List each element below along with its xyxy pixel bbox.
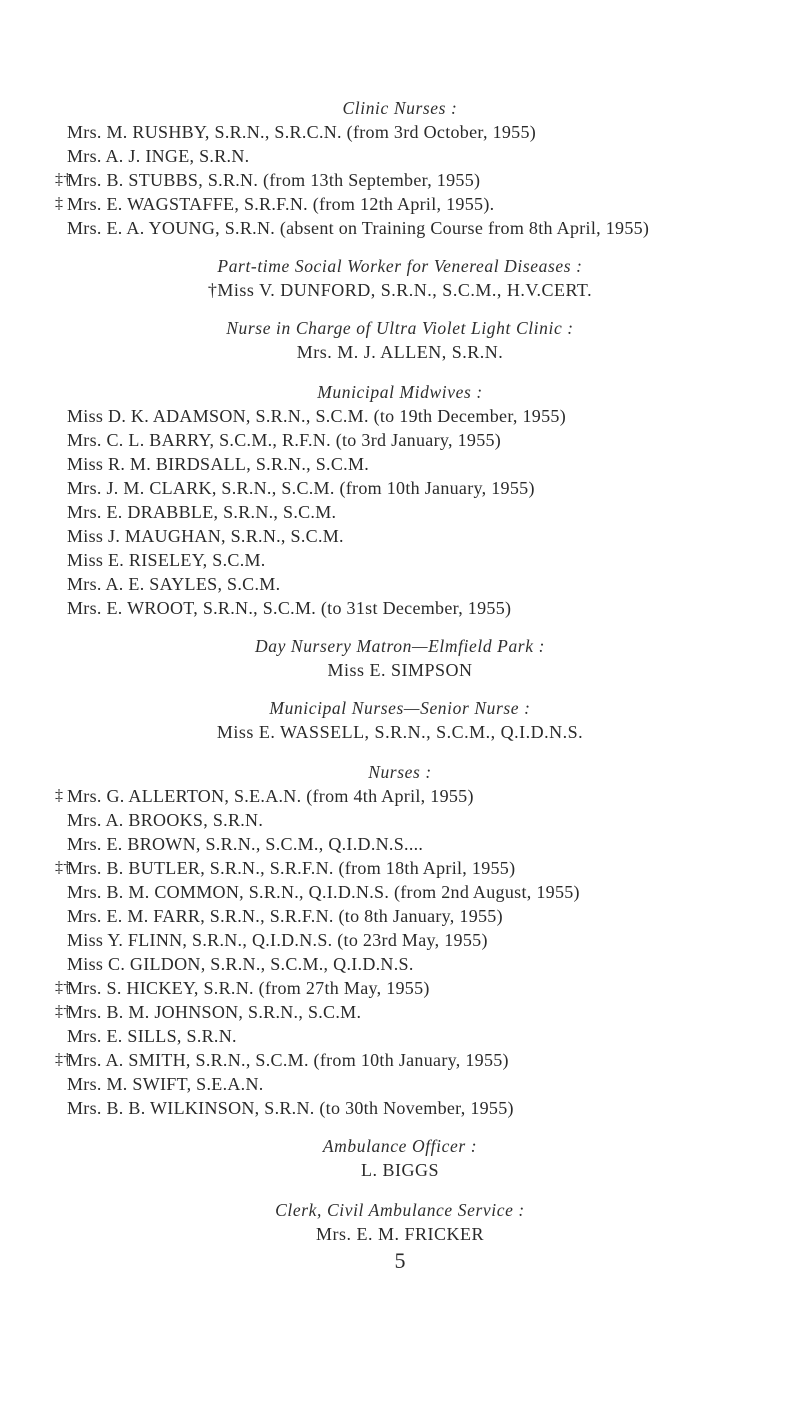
entry-text: Mrs. E. BROWN, S.R.N., S.C.M., Q.I.D.N.S....: [67, 834, 424, 854]
list-item: [0, 1002, 800, 1026]
list-item: [0, 122, 800, 146]
staff-line: Mrs. E. M. FRICKER: [315, 1224, 485, 1244]
section-heading-uv-clinic: Nurse in Charge of Ultra Violet Light Clinic :: [226, 318, 574, 338]
entry-text: Mrs. E. SILLS, S.R.N.: [67, 1026, 237, 1046]
list-item: [0, 810, 800, 834]
list-item: [0, 454, 800, 478]
section-heading-clerk: Clerk, Civil Ambulance Service :: [275, 1200, 525, 1220]
entry-text: Mrs. A. SMITH, S.R.N., S.C.M. (from 10th January, 1955): [67, 1050, 509, 1070]
list-item: [0, 786, 800, 810]
entry-text: Miss D. K. ADAMSON, S.R.N., S.C.M. (to 19th December, 1955): [67, 406, 566, 426]
entry-text: Mrs. B. STUBBS, S.R.N. (from 13th September, 1955): [67, 170, 481, 190]
footnote-mark: ‡†: [55, 979, 72, 996]
entry-text: Mrs. E. WROOT, S.R.N., S.C.M. (to 31st December, 1955): [67, 598, 512, 618]
entry-text: Mrs. B. BUTLER, S.R.N., S.R.F.N. (from 18th April, 1955): [67, 858, 516, 878]
staff-line: Miss E. SIMPSON: [327, 660, 473, 680]
list-item: [0, 930, 800, 954]
entry-text: Miss R. M. BIRDSALL, S.R.N., S.C.M.: [67, 454, 370, 474]
section-heading-clinic-nurses: Clinic Nurses :: [342, 98, 458, 118]
entry-text: Mrs. B. B. WILKINSON, S.R.N. (to 30th November, 1955): [67, 1098, 514, 1118]
entry-text: Mrs. M. SWIFT, S.E.A.N.: [67, 1074, 264, 1094]
section-heading-ambulance-officer: Ambulance Officer :: [322, 1136, 478, 1156]
entry-text: Mrs. A. E. SAYLES, S.C.M.: [67, 574, 281, 594]
section-heading-senior-nurse: Municipal Nurses—Senior Nurse :: [269, 698, 531, 718]
entry-text: Mrs. E. WAGSTAFFE, S.R.F.N. (from 12th April, 1955).: [67, 194, 495, 214]
list-item: [0, 526, 800, 550]
staff-line: †Miss V. DUNFORD, S.R.N., S.C.M., H.V.CERT.: [207, 280, 593, 300]
entry-text: Mrs. E. A. YOUNG, S.R.N. (absent on Training Course from 8th April, 1955): [67, 218, 650, 238]
list-item: [0, 882, 800, 906]
entry-text: Miss E. RISELEY, S.C.M.: [67, 550, 266, 570]
list-item: [0, 858, 800, 882]
list-item: [0, 502, 800, 526]
section-heading-midwives: Municipal Midwives :: [317, 382, 483, 402]
entry-text: Mrs. E. DRABBLE, S.R.N., S.C.M.: [67, 502, 337, 522]
list-item: [0, 1026, 800, 1050]
footnote-mark: ‡†: [55, 171, 72, 188]
list-item: [0, 1098, 800, 1122]
section-heading-day-nursery: Day Nursery Matron—Elmfield Park :: [255, 636, 545, 656]
section-heading-social-worker: Part-time Social Worker for Venereal Diseases :: [217, 256, 583, 276]
entry-text: Mrs. S. HICKEY, S.R.N. (from 27th May, 1955): [67, 978, 430, 998]
list-item: [0, 406, 800, 430]
footnote-mark: ‡†: [55, 859, 72, 876]
entry-text: Mrs. J. M. CLARK, S.R.N., S.C.M. (from 10th January, 1955): [67, 478, 535, 498]
entry-text: Mrs. B. M. JOHNSON, S.R.N., S.C.M.: [67, 1002, 362, 1022]
list-item: [0, 478, 800, 502]
list-item: [0, 574, 800, 598]
entry-text: Mrs. M. RUSHBY, S.R.N., S.R.C.N. (from 3rd October, 1955): [67, 122, 537, 142]
entry-text: Mrs. A. BROOKS, S.R.N.: [67, 810, 264, 830]
page-number: 5: [394, 1248, 406, 1273]
footnote-mark: ‡†: [55, 1051, 72, 1068]
footnote-mark: ‡: [55, 787, 64, 804]
entry-text: Mrs. C. L. BARRY, S.C.M., R.F.N. (to 3rd January, 1955): [67, 430, 502, 450]
list-item: [0, 954, 800, 978]
list-item: [0, 218, 800, 242]
list-item: [0, 170, 800, 194]
staff-line: Miss E. WASSELL, S.R.N., S.C.M., Q.I.D.N.S.: [216, 722, 584, 742]
list-item: [0, 146, 800, 170]
staff-line: Mrs. M. J. ALLEN, S.R.N.: [296, 342, 504, 362]
entry-text: Miss Y. FLINN, S.R.N., Q.I.D.N.S. (to 23rd May, 1955): [67, 930, 488, 950]
section-heading-nurses: Nurses :: [368, 762, 432, 782]
entry-text: Mrs. A. J. INGE, S.R.N.: [67, 146, 250, 166]
list-item: [0, 598, 800, 622]
staff-line: L. BIGGS: [360, 1160, 439, 1180]
entry-text: Mrs. B. M. COMMON, S.R.N., Q.I.D.N.S. (from 2nd August, 1955): [67, 882, 580, 902]
entry-text: Mrs. G. ALLERTON, S.E.A.N. (from 4th April, 1955): [67, 786, 474, 806]
list-item: [0, 550, 800, 574]
entry-text: Miss C. GILDON, S.R.N., S.C.M., Q.I.D.N.S.: [67, 954, 414, 974]
footnote-mark: ‡: [55, 195, 64, 212]
list-item: [0, 430, 800, 454]
list-item: [0, 194, 800, 218]
list-item: [0, 834, 800, 858]
list-item: [0, 906, 800, 930]
list-item: [0, 1050, 800, 1074]
list-item: [0, 1074, 800, 1098]
footnote-mark: ‡†: [55, 1003, 72, 1020]
entry-text: Miss J. MAUGHAN, S.R.N., S.C.M.: [67, 526, 344, 546]
entry-text: Mrs. E. M. FARR, S.R.N., S.R.F.N. (to 8th January, 1955): [67, 906, 503, 926]
list-item: [0, 978, 800, 1002]
